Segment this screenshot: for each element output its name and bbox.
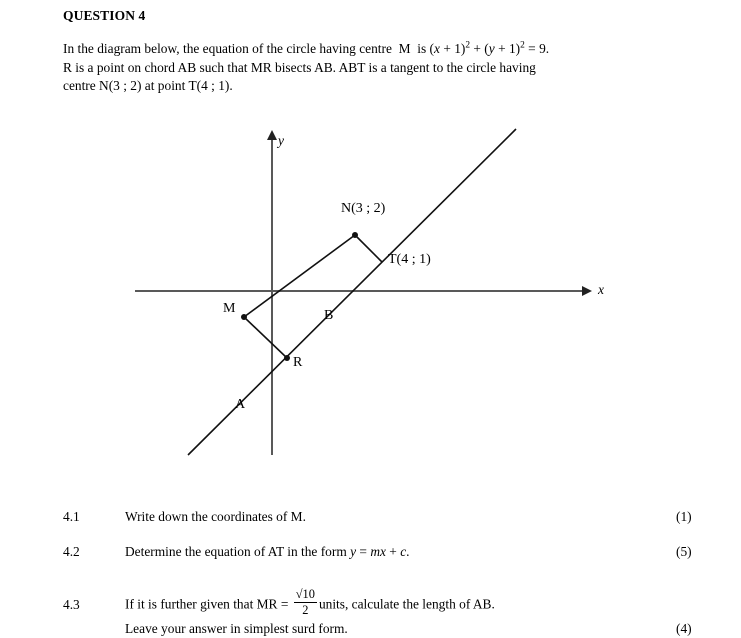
y-axis-label: y bbox=[278, 133, 284, 148]
question-marks-4-1: (1) bbox=[676, 509, 692, 524]
point-label-b: B bbox=[324, 308, 334, 323]
intro-paragraph bbox=[63, 40, 686, 96]
question-text-4-1: Write down the coordinates of M. bbox=[125, 509, 306, 524]
question-number-4-1: 4.1 bbox=[63, 509, 80, 524]
question-marks-4-2: (5) bbox=[676, 544, 692, 559]
point-label-n: N(3 ; 2) bbox=[341, 201, 386, 216]
x-axis-label: x bbox=[598, 282, 604, 297]
cartesian-diagram bbox=[120, 118, 620, 468]
question-text-4-3-line2: Leave your answer in simplest surd form. bbox=[125, 621, 348, 636]
point-label-m: M bbox=[223, 301, 236, 316]
point-label-a: A bbox=[235, 397, 246, 412]
question-number-4-2: 4.2 bbox=[63, 544, 80, 559]
segment-n-t bbox=[355, 235, 382, 262]
intro-line-3: centre N(3 ; 2) at point T(4 ; 1). bbox=[63, 78, 233, 93]
segment-m-r bbox=[244, 317, 287, 358]
point-dot-r bbox=[284, 355, 290, 361]
question-number-4-3: 4.3 bbox=[63, 597, 80, 612]
intro-line-1-text: In the diagram below, the equation of the circle having centre M is $(x + 1)^2 + (y + 1)^2 = 9$. bbox=[63, 40, 550, 56]
fraction-numerator: √10 bbox=[294, 588, 317, 603]
point-dot-m bbox=[241, 314, 247, 320]
page-title: QUESTION 4 bbox=[63, 8, 146, 23]
mr-fraction bbox=[294, 588, 317, 617]
y-axis-arrow bbox=[267, 130, 277, 140]
intro-line-2: R is a point on chord AB such that MR bisects AB. ABT is a tangent to the circle having bbox=[63, 59, 536, 75]
x-axis-arrow bbox=[582, 286, 592, 296]
point-label-r: R bbox=[293, 355, 303, 370]
question-text-4-2: Determine the equation of AT in the form y = mx + c. bbox=[125, 544, 410, 559]
fraction-denominator: 2 bbox=[302, 603, 309, 618]
point-label-t: T(4 ; 1) bbox=[388, 252, 431, 267]
question-text-4-3: If it is further given that MR = $\frac{√10}{2}$ units, calculate the length of AB. bbox=[125, 587, 495, 618]
intro-line-1 bbox=[63, 40, 686, 59]
diagram-svg bbox=[120, 118, 620, 468]
point-markers bbox=[241, 232, 358, 361]
question-marks-4-3: (4) bbox=[676, 621, 692, 636]
point-dot-n bbox=[352, 232, 358, 238]
